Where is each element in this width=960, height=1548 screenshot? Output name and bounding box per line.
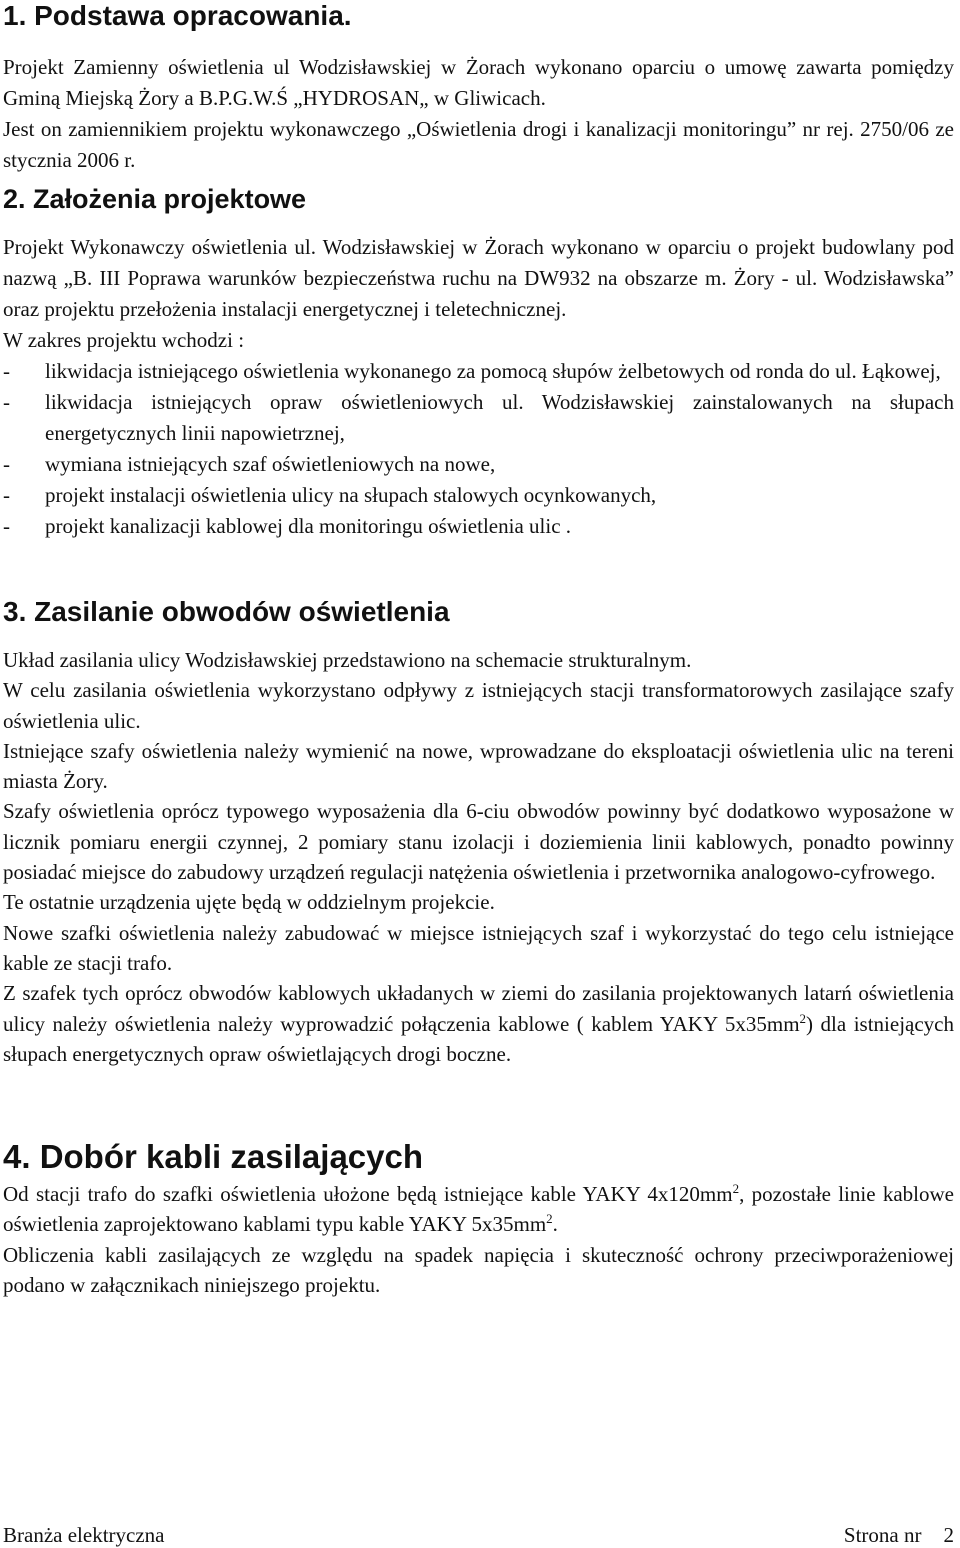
superscript: 2 <box>799 1010 807 1026</box>
text-run: , pozostałe linie kablowe oświetlenia zaprojektowano kablami typu kable YAKY 5x35mm <box>3 1182 954 1237</box>
paragraph: W celu zasilania oświetlenia wykorzystano odpływy z istniejących stacji transformatorowych zasilające szafy oświetlenia ulic. <box>3 678 954 733</box>
section-4-heading: 4. Dobór kabli zasilających <box>3 1138 424 1175</box>
footer-branch: Branża elektryczna <box>3 1523 165 1547</box>
paragraph: Jest on zamiennikiem projektu wykonawczego „Oświetlenia drogi i kanalizacji monitoringu” nr rej. 2750/06 ze stycznia 2006 r. <box>3 117 954 172</box>
paragraph-cables <box>3 1179 954 1240</box>
paragraph: Obliczenia kabli zasilających ze względu na spadek napięcia i skuteczność ochrony przeciwporażeniowej podano w załącznikach niniejszego projektu. <box>3 1242 954 1297</box>
text-run: Od stacji trafo do szafki oświetlenia ułożone będą istniejące kable YAKY 4x120mm <box>3 1182 733 1206</box>
section-2-body <box>3 232 954 542</box>
section-2-heading: 2. Założenia projektowe <box>3 184 307 214</box>
list-item: - projekt kanalizacji kablowej dla monitoringu oświetlenia ulic . <box>3 511 954 542</box>
paragraph: Istniejące szafy oświetlenia należy wymienić na nowe, wprowadzane do eksploatacji oświetlenia ulic na tereni miasta Żory. <box>3 738 954 794</box>
list-item: - likwidacja istniejących opraw oświetleniowych ul. Wodzisławskiej zainstalowanych na słupach energetycznych linii napowietrznej, <box>3 387 954 449</box>
superscript: 2 <box>546 1211 553 1227</box>
page-footer <box>3 1522 954 1548</box>
scope-label: W zakres projektu wchodzi : <box>3 328 245 352</box>
paragraph: Projekt Wykonawczy oświetlenia ul. Wodzisławskiej w Żorach wykonano w oparciu o projekt budowlany pod nazwą „B. III Poprawa warunków bezpieczeństwa ruchu na DW932 na obszarze m. Żory - ul. Wodzisławska” oraz projektu przełożenia instalacji energetycznej i teletechnicznej. <box>3 235 954 321</box>
list-item: - likwidacja istniejącego oświetlenia wykonanego za pomocą słupów żelbetowych od ronda do ul. Łąkowej, <box>3 356 954 387</box>
paragraph: Nowe szafki oświetlenia należy zabudować w miejsce istniejących szaf i wykorzystać do tego celu istniejące kable ze stacji trafo. <box>3 920 954 975</box>
text-run: Z szafek tych oprócz obwodów kablowych układanych w ziemi do zasilania projektowanych latarń oświetlenia ulicy należy oświetlenia należy wyprowadzić połączenia kablowe ( kablem YAKY 5x35mm <box>3 981 954 1036</box>
text-run: . <box>552 1212 558 1237</box>
list-item: - wymiana istniejących szaf oświetleniowych na nowe, <box>3 449 954 480</box>
section-3-heading: 3. Zasilanie obwodów oświetlenia <box>3 596 450 627</box>
superscript: 2 <box>732 1181 740 1196</box>
section-3-body <box>3 645 954 1069</box>
paragraph: Projekt Zamienny oświetlenia ul Wodzisławskiej w Żorach wykonano oparciu o umowę zawarta pomiędzy Gminą Miejską Żory a B.P.G.W.Ś „HYDROSAN„ w Gliwicach. <box>3 55 954 110</box>
paragraph: Szafy oświetlenia oprócz typowego wyposażenia dla 6-ciu obwodów powinny być dodatkowo wyposażone w licznik pomiaru energii czynnej, 2 pomiary stanu izolacji i doziemienia linii kablowych, ponadto powinny posiadać miejsce do zabudowy urządzeń regulacji natężenia oświetlenia i przetwornika analogowo-cyfrowego. <box>3 799 954 885</box>
list-item: - projekt instalacji oświetlenia ulicy na słupach stalowych ocynkowanych, <box>3 480 954 511</box>
page-number: 2 <box>943 1523 954 1547</box>
footer-page-info <box>844 1522 954 1548</box>
text-run: ) dla istniejących słupach energetycznych opraw oświetlających drogi boczne. <box>3 1011 954 1066</box>
paragraph: Te ostatnie urządzenia ujęte będą w oddzielnym projekcie. <box>3 890 495 915</box>
scope-list <box>3 356 954 542</box>
paragraph-cable-connections <box>3 978 954 1069</box>
section-1-heading: 1. Podstawa opracowania. <box>3 0 352 31</box>
paragraph: Układ zasilania ulicy Wodzisławskiej przedstawiono na schemacie strukturalnym. <box>3 648 692 672</box>
section-1-body <box>3 52 954 176</box>
page-label: Strona nr <box>843 1523 922 1547</box>
section-4-body <box>3 1179 954 1300</box>
